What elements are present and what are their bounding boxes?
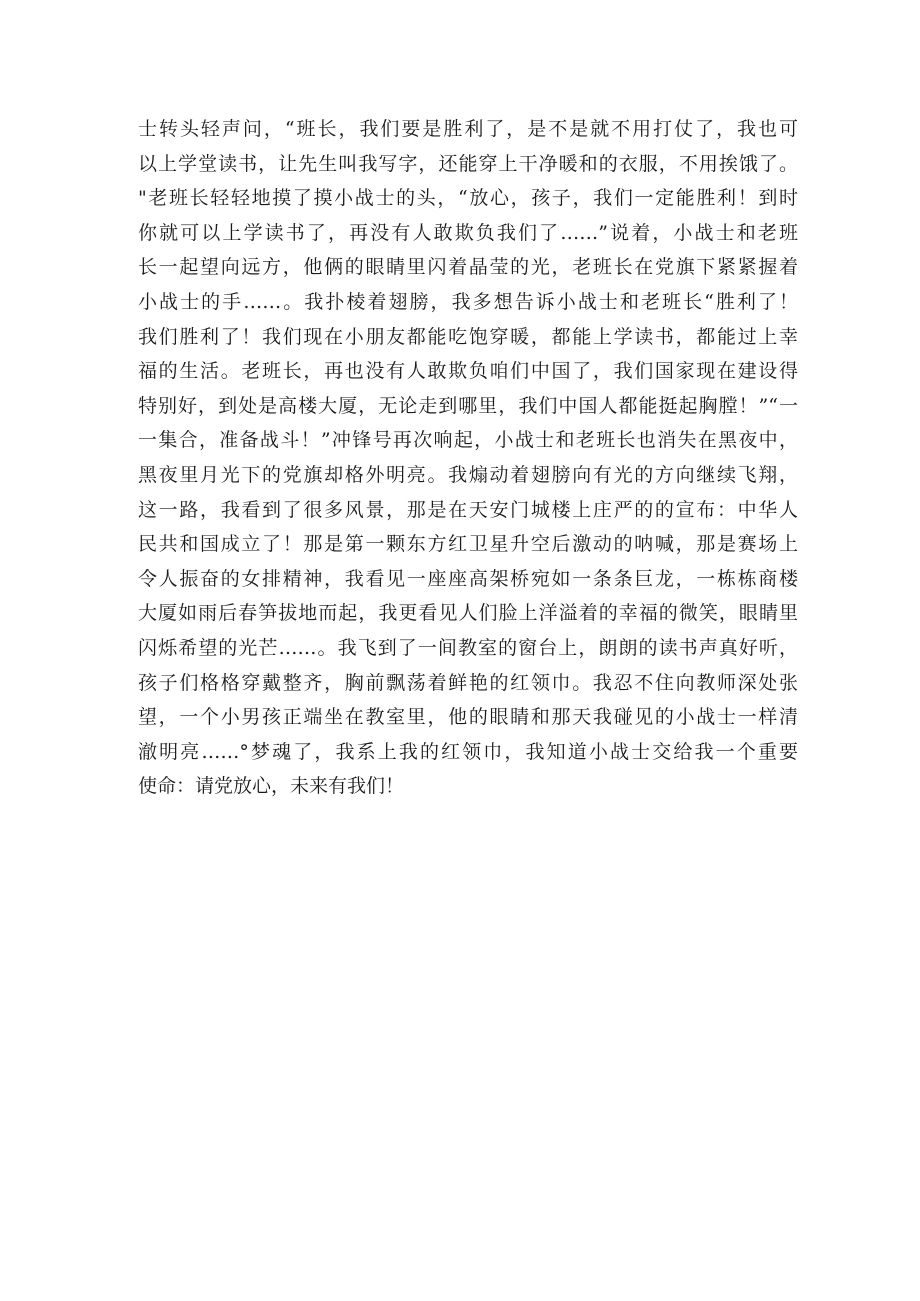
text-line-20: 使命：请党放心，未来有我们！: [138, 775, 405, 798]
text-line-4: 你就可以上学读书了，再没有人敢欺负我们了……”说着，小战士和老班: [138, 221, 798, 244]
text-line-14: 令人振奋的女排精神，我看见一座座高架桥宛如一条条巨龙，一栋栋商楼: [138, 567, 798, 590]
text-line-18: 望，一个小男孩正端坐在教室里，他的眼睛和那天我碰见的小战士一样清: [138, 706, 798, 729]
text-line-3: "老班长轻轻地摸了摸小战士的头，“放心，孩子，我们一定能胜利！到时: [138, 187, 798, 210]
text-line-11: 黑夜里月光下的党旗却格外明亮。我煽动着翅膀向有光的方向继续飞翔，: [138, 463, 798, 486]
text-line-13: 民共和国成立了！那是第一颗东方红卫星升空后激动的呐喊，那是赛场上: [138, 533, 798, 556]
text-line-15: 大厦如雨后春笋拔地而起，我更看见人们脸上洋溢着的幸福的微笑，眼睛里: [138, 602, 798, 625]
text-line-1: 士转头轻声问，“班长，我们要是胜利了，是不是就不用打仗了，我也可: [138, 118, 798, 140]
text-line-16: 闪烁希望的光芒……。我飞到了一间教室的窗台上，朗朗的读书声真好听，: [138, 636, 798, 659]
text-line-6: 小战士的手……。我扑棱着翅膀，我多想告诉小战士和老班长“胜利了！: [138, 290, 798, 313]
text-line-19: 澈明亮……°梦魂了，我系上我的红领巾，我知道小战士交给我一个重要: [138, 740, 798, 763]
text-line-10: 一集合，准备战斗！”冲锋号再次响起，小战士和老班长也消失在黑夜中，: [138, 429, 798, 452]
text-line-17: 孩子们格格穿戴整齐，胸前飘荡着鲜艳的红领巾。我忍不住向教师深处张: [138, 671, 798, 694]
text-line-7: 我们胜利了！我们现在小朋友都能吃饱穿暖，都能上学读书，都能过上幸: [138, 325, 798, 348]
text-line-2: 以上学堂读书，让先生叫我写字，还能穿上干净暖和的衣服，不用挨饿了。: [138, 152, 798, 175]
text-line-9: 特别好，到处是高楼大厦，无论走到哪里，我们中国人都能挺起胸膛！”“一: [138, 394, 798, 417]
essay-body-text: [138, 112, 798, 804]
text-line-5: 长一起望向远方，他俩的眼睛里闪着晶莹的光，老班长在党旗下紧紧握着: [138, 256, 798, 279]
text-line-8: 福的生活。老班长，再也没有人敢欺负咱们中国了，我们国家现在建设得: [138, 360, 798, 383]
text-line-12: 这一路，我看到了很多风景，那是在天安门城楼上庄严的的宣布：中华人: [138, 498, 798, 521]
